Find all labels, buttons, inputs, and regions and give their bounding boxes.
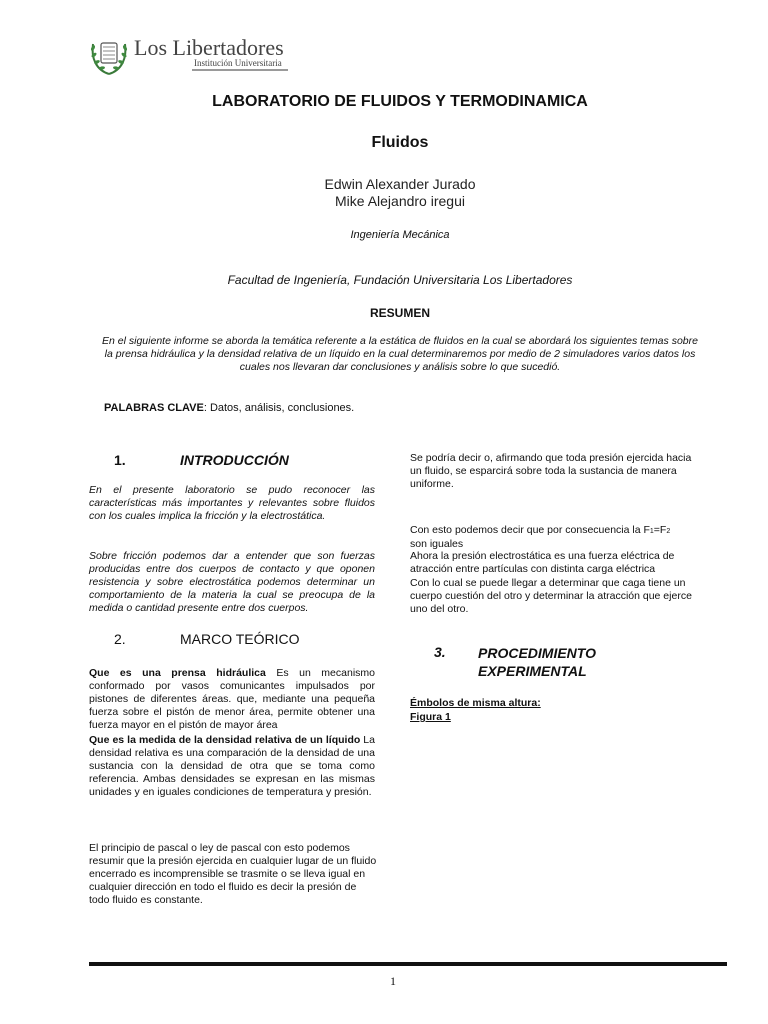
keywords-values: : Datos, análisis, conclusiones. [203,402,355,414]
subscript-2: 2 [666,528,671,535]
institution-logo [88,34,288,80]
logo-name: Los Libertadores [134,35,284,60]
prensa-paragraph [89,667,375,732]
right-p2-text: Con esto podemos decir que por consecuencia la F [410,524,650,536]
section-proc-heading [434,644,596,680]
author-1: Edwin Alexander Jurado [324,176,476,192]
pascal-paragraph: El principio de pascal o ley de pascal con esto podemos resumir que la presión ejercida en cualquier lugar de un fluido encerrado es incomprensible se trasmite o se lleva igual en cualquier dirección en todo el fluido es decir la presión de todo fluido es constante. [89,842,377,906]
section-title-line-1: PROCEDIMIENTO [478,645,596,661]
proc-subtitle: Émbolos de misma altura: [410,697,541,709]
subscript-1: 1 [649,528,654,535]
logo-subtitle: Institución Universitaria [194,58,282,68]
intro-paragraph-2: Sobre fricción podemos dar a entender que son fuerzas producidas entre dos cuerpos de contacto y que oponen resistencia y sobre electrostática podemos determinar un comportamiento de la materia la cual se preocupa de la medida o cantidad presente entre dos cuerpos. [89,550,375,614]
footer-divider [89,962,727,966]
document-title: LABORATORIO DE FLUIDOS Y TERMODINAMICA [212,93,588,110]
prensa-label: Que es una prensa hidráulica [89,667,266,679]
section-title: INTRODUCCIÓN [180,452,289,468]
section-marco-heading [114,631,300,647]
section-number: 1. [114,452,126,468]
right-paragraph-3: Ahora la presión electrostática es una fuerza eléctrica de atracción entre partículas con distinta carga eléctrica [410,550,675,575]
keywords [104,402,354,414]
right-paragraph-1: Se podría decir o, afirmando que toda presión ejercida hacia un fluido, se esparcirá sobre toda la sustancia de manera uniforme. [410,452,692,490]
section-title [478,644,596,680]
author-2: Mike Alejandro iregui [335,193,465,209]
densidad-label: Que es la medida de la densidad relativa de un líquido [89,734,361,746]
abstract-text: En el siguiente informe se aborda la temática referente a la estática de fluidos en la cual se abordará los siguientes temas sobre la prensa hidráulica y la densidad relativa de un líquido en la cual determinaremos por medio de 2 simuladores varios datos los cuales nos llevaran dar conclusiones y análisis sobre lo que sucedió. [102,335,698,373]
department: Ingeniería Mecánica [350,229,450,241]
prensa-text: Es un mecanismo conformado por vasos comunicantes impulsados por pistones de diferentes áreas. que, mediante una pequeña fuerza sobre el pistón de menor área, permite obtener una fuerza mayor en el pistón de mayor área [89,667,375,731]
figure-label: Figura 1 [410,711,451,723]
section-title-line-2: EXPERIMENTAL [478,663,587,679]
section-intro-heading [114,452,289,468]
section-title: MARCO TEÓRICO [180,631,300,647]
densidad-text: La densidad relativa es una comparación de la densidad de una sustancia con la densidad de otra que se toma como referencia. Ambas densidades se expresan en las mismas unidades y en iguales condiciones de temperatura y presión. [89,734,375,798]
keywords-label: PALABRAS CLAVE [104,402,204,414]
intro-paragraph-1: En el presente laboratorio se pudo reconocer las características más importantes y relevantes sobre fluidos con los cuales implica la fricción y la electrostática. [89,484,375,522]
right-paragraph-4: Con lo cual se puede llegar a determinar que caga tiene un cuerpo cuestión del otro y determinar la atracción que ejerce uno del otro. [410,577,692,615]
logo-underline [192,69,288,71]
faculty: Facultad de Ingeniería, Fundación Universitaria Los Libertadores [227,273,573,287]
densidad-paragraph [89,734,375,799]
section-number: 2. [114,631,126,647]
right-p2-end: son iguales [410,538,464,550]
right-p2-equals: =F [653,524,667,536]
right-paragraph-2 [410,524,710,551]
page-number: 1 [390,974,396,988]
section-number: 3. [434,644,446,660]
document-subtitle: Fluidos [371,134,429,151]
laurel-crest-logo [88,34,130,78]
abstract-heading: RESUMEN [369,306,430,320]
